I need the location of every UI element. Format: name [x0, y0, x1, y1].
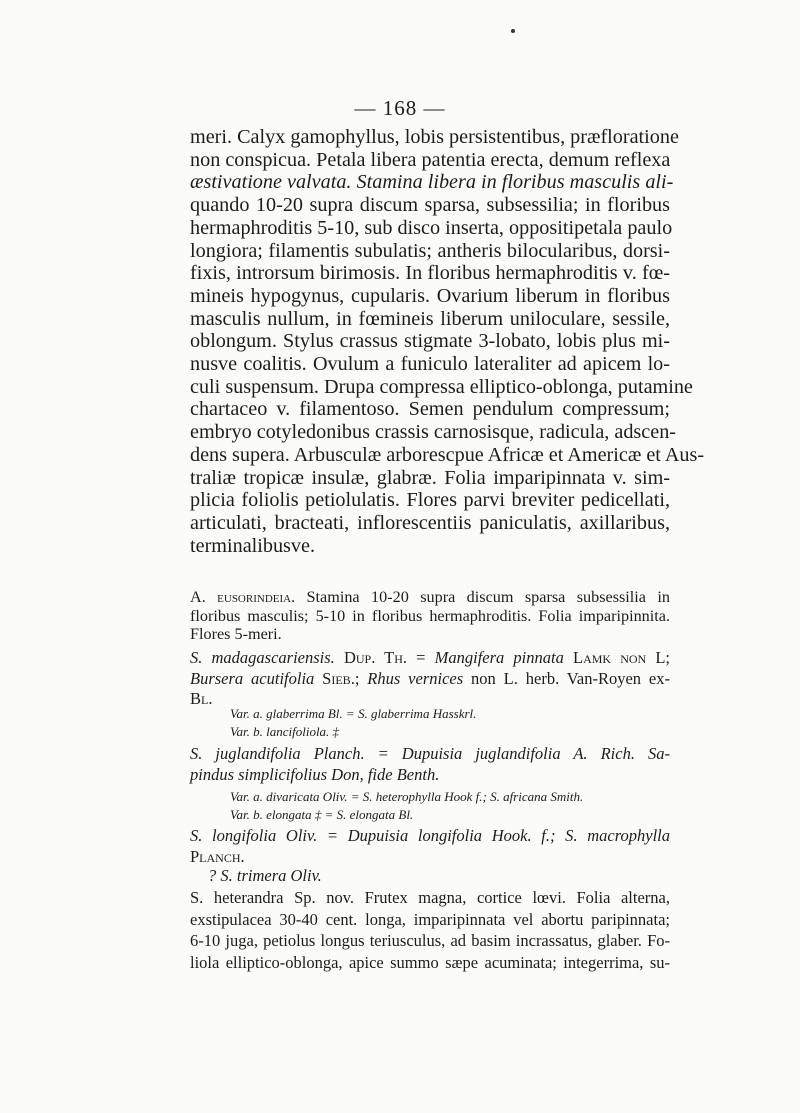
- species-heterandra: [190, 887, 670, 973]
- synonym: Bursera acutifolia: [190, 668, 315, 688]
- section-a-text: floribus masculis; 5-10 in floribus hermaphroditis. Folia imparipinnita.: [190, 606, 670, 625]
- synonym-author: Sieb.;: [314, 668, 360, 688]
- paragraph-line: plicia foliolis petiolulatis. Flores parvi breviter pedicellati,: [190, 489, 670, 512]
- paragraph-line: dens supera. Arbusculæ arborescpue Africæ et Americæ et Aus-: [190, 443, 705, 466]
- synonym: Rhus vernices: [359, 668, 464, 688]
- species-madagascariensis: [190, 648, 670, 710]
- paragraph-line: articulati, bracteati, inflorescentiis paniculatis, axillaribus,: [190, 511, 670, 534]
- paragraph-line: terminalibusve.: [190, 534, 316, 557]
- synonym: Mangifera pinnata: [434, 648, 564, 667]
- paragraph-line: embryo cotyledonibus crassis carnosisque, radicula, adscen-: [190, 421, 677, 444]
- paragraph-line: oblongum. Stylus crassus stigmate 3-lobato, lobis plus mi-: [190, 330, 670, 353]
- species-juglandifolia: [190, 744, 670, 785]
- species-author: Dup. Th.: [343, 648, 408, 667]
- species-line: pindus simplicifolius Don, fide Benth.: [190, 764, 440, 784]
- paragraph-line: culi suspensum. Drupa compressa elliptico-oblonga, putamine: [190, 375, 693, 398]
- paragraph-line: hermaphroditis 5-10, sub disco inserta, oppositipetala paulo: [190, 216, 673, 239]
- synonym-author: Lamk non L;: [563, 648, 671, 667]
- species-line: S. longifolia Oliv. = Dupuisia longifolia Hook. f.; S. macrophylla: [190, 826, 670, 845]
- paragraph-line: æstivatione valvata. Stamina libera in floribus masculis ali-: [190, 171, 674, 194]
- section-a-text: Flores 5-meri.: [190, 625, 282, 643]
- paragraph-line: masculis nullum, in fœmineis liberum uniloculare, sessile,: [190, 307, 670, 330]
- species-trimera: [208, 866, 688, 887]
- section-a: [190, 588, 670, 644]
- variety-line: Var. b. elongata ‡ = S. elongata Bl.: [230, 806, 414, 822]
- paragraph-line: non conspicua. Petala libera patentia erecta, demum reflexa: [190, 148, 671, 171]
- paragraph-line: quando 10-20 supra discum sparsa, subsessilia; in floribus: [190, 194, 670, 217]
- paragraph-line: nusve coalitis. Ovulum a funiculo lateraliter ad apicem lo-: [190, 353, 670, 376]
- species-author: Bl.: [190, 689, 213, 708]
- species-line: Planch.: [190, 846, 245, 866]
- section-a-label: A. eusorindeia.: [190, 588, 296, 606]
- varieties-madagascariensis: [230, 705, 670, 740]
- paragraph-line: longiora; filamentis subulatis; antheris bilocularibus, dorsi-: [190, 239, 670, 262]
- page-number: — 168 —: [354, 96, 446, 120]
- species-name: S. madagascariensis.: [190, 648, 335, 667]
- section-a-text: Stamina 10-20 supra discum sparsa subsessilia in: [295, 588, 670, 606]
- ink-dot: [511, 29, 515, 33]
- description-line: liola elliptico-oblonga, apice summo sæpe acuminata; integerrima, su-: [190, 952, 670, 972]
- variety-line: Var. b. lancifoliola. ‡: [230, 723, 340, 739]
- equals-sign: =: [407, 648, 435, 667]
- species-line: S. juglandifolia Planch. = Dupuisia juglandifolia A. Rich. Sa-: [190, 744, 670, 763]
- synonym-note: non L. herb. Van-Royen ex-: [463, 668, 670, 688]
- variety-line: Var. a. glaberrima Bl. = S. glaberrima Hasskrl.: [230, 706, 477, 721]
- paragraph-line: traliæ tropicæ insulæ, glabræ. Folia imparipinnata v. sim-: [190, 466, 670, 489]
- varieties-juglandifolia: [230, 788, 670, 823]
- variety-line: Var. a. divaricata Oliv. = S. heterophylla Hook f.; S. africana Smith.: [230, 789, 584, 804]
- description-line: S. heterandra Sp. nov. Frutex magna, cortice lœvi. Folia alterna,: [190, 888, 670, 907]
- paragraph-line: chartaceo v. filamentoso. Semen pendulum compressum;: [190, 398, 670, 421]
- description-line: exstipulacea 30-40 cent. longa, imparipinnata vel abortu paripinnata;: [190, 909, 670, 929]
- paragraph-line: meri. Calyx gamophyllus, lobis persistentibus, præfloratione: [190, 126, 679, 148]
- species-line: ? S. trimera Oliv.: [208, 866, 322, 885]
- description-line: 6-10 juga, petiolus longus teriusculus, ad basim incrassatus, glaber. Fo-: [190, 931, 670, 950]
- main-paragraph: [190, 126, 705, 557]
- paragraph-line: fixis, introrsum birimosis. In floribus hermaphroditis v. fœ-: [190, 262, 670, 285]
- species-longifolia: [190, 826, 670, 867]
- paragraph-line: mineis hypogynus, cupularis. Ovarium liberum in floribus: [190, 284, 670, 307]
